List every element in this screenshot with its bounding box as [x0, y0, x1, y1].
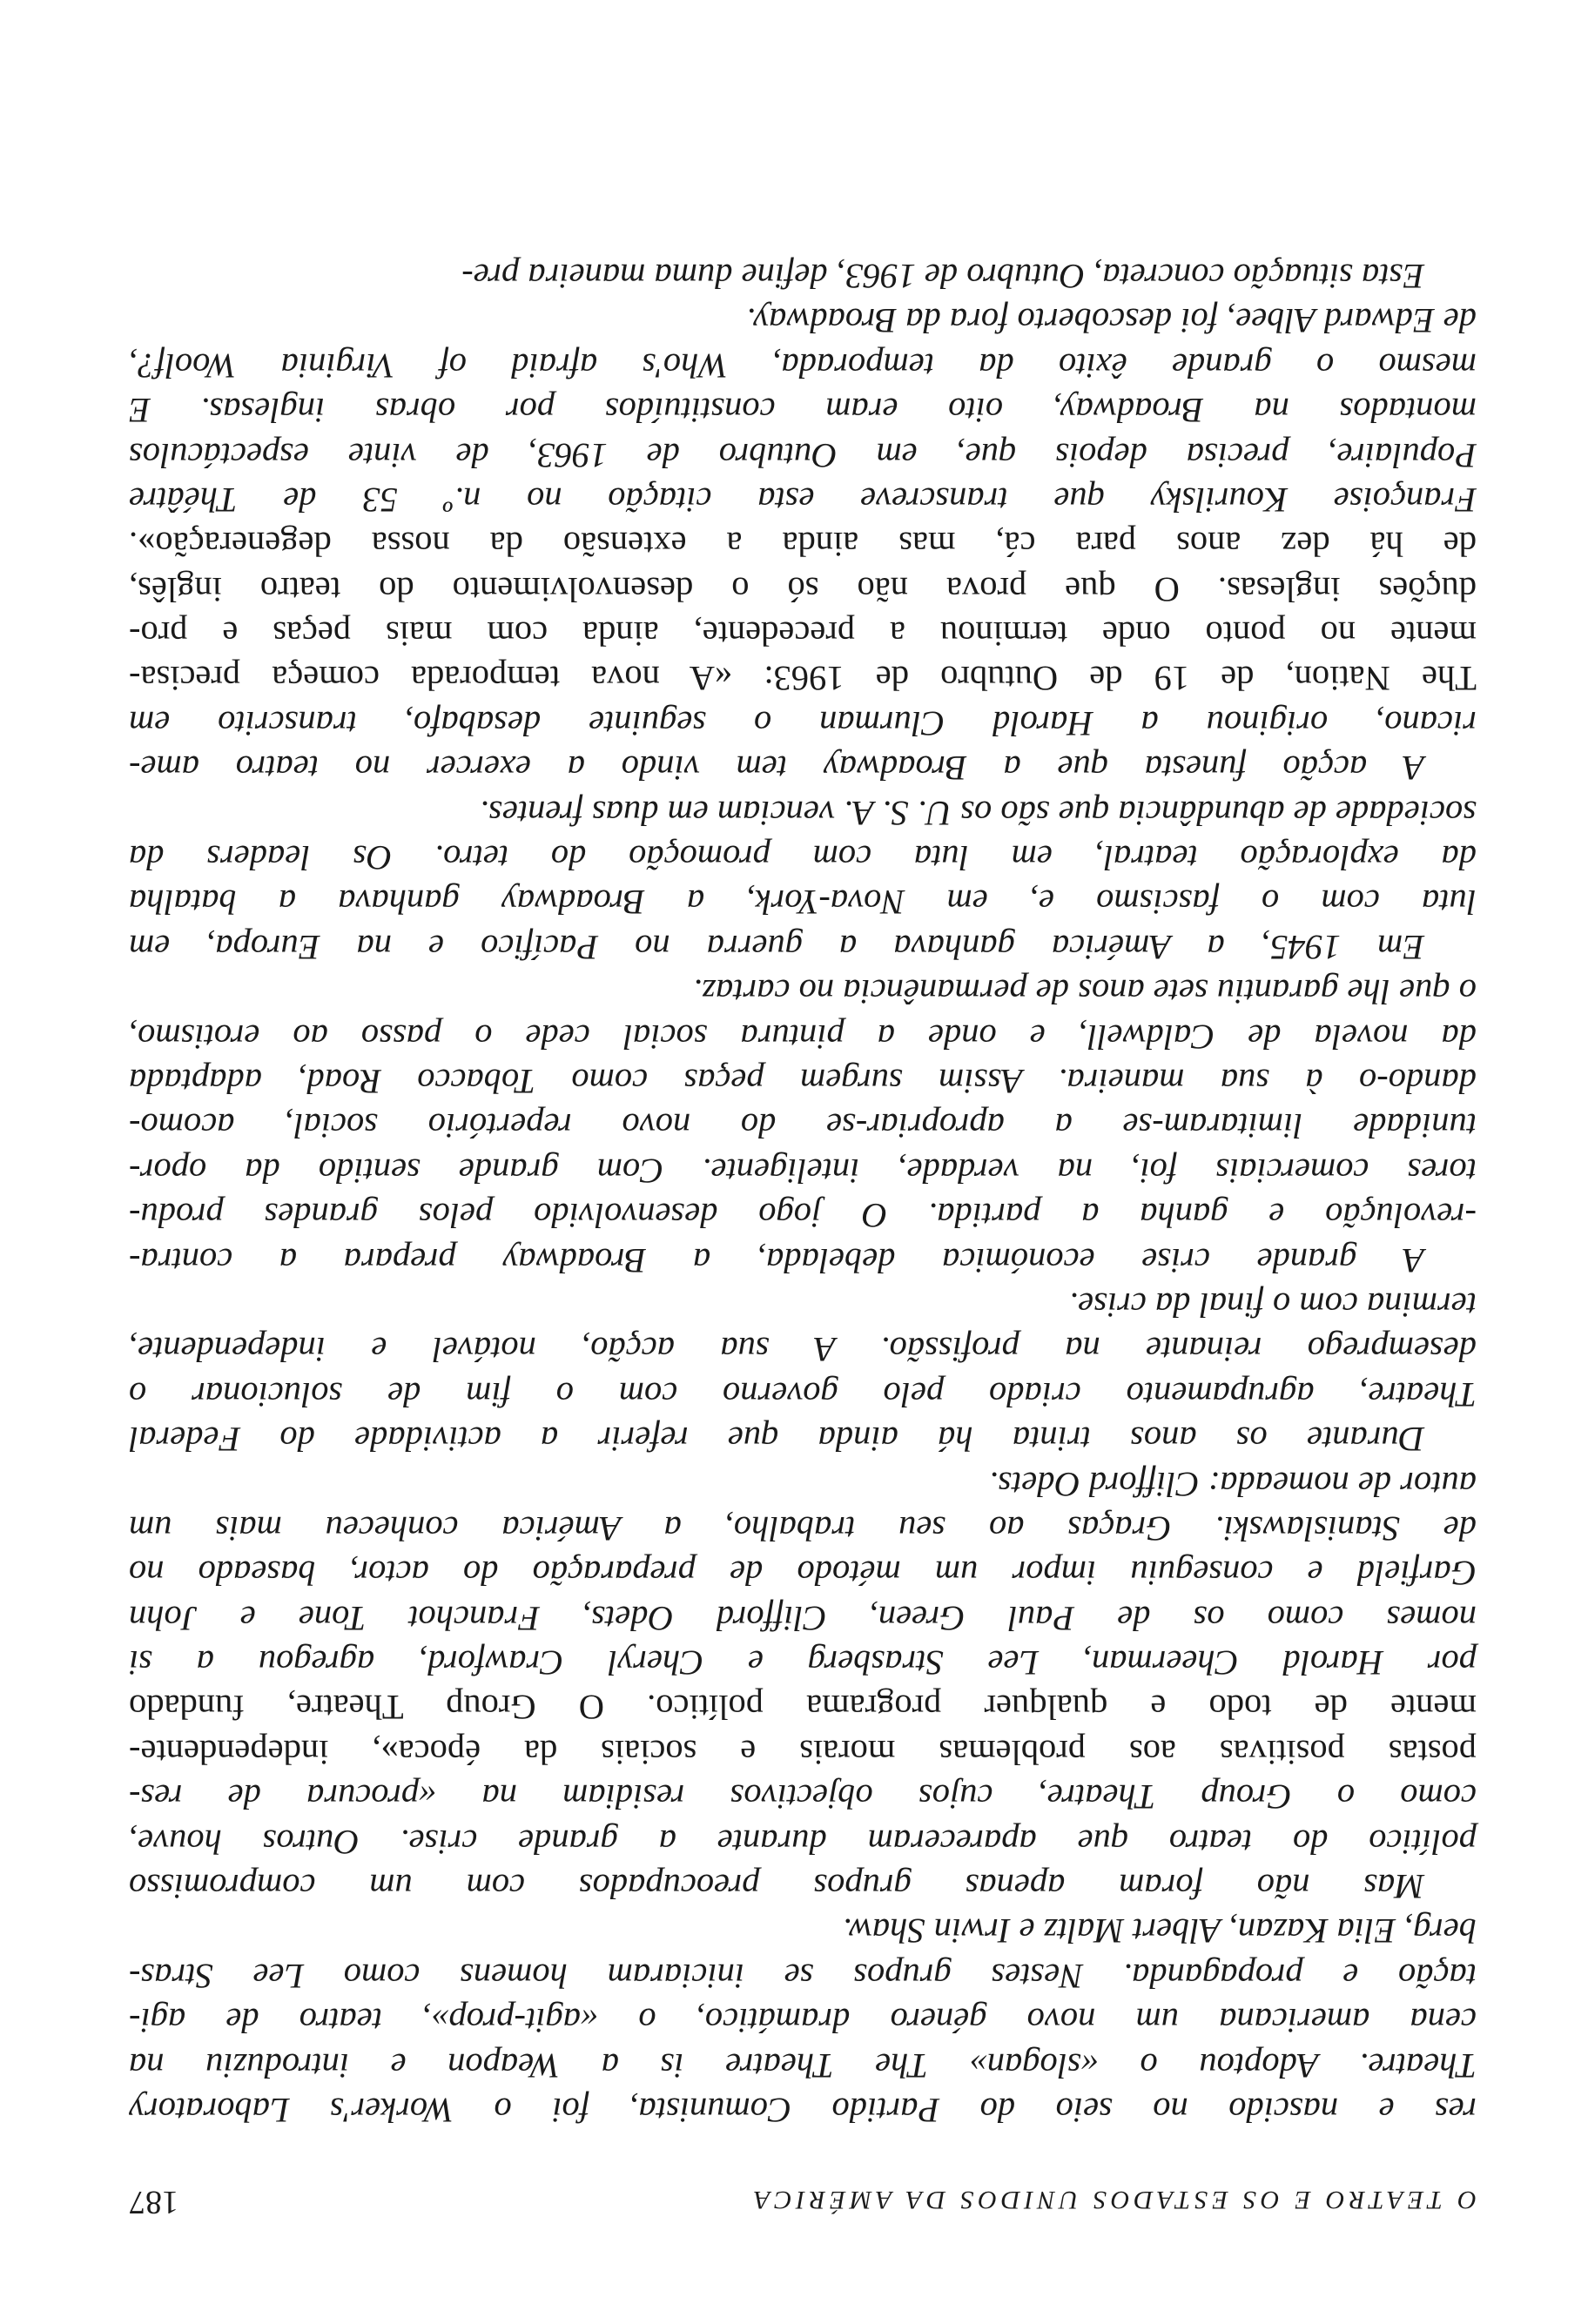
page-number: 187 [129, 2184, 178, 2220]
paragraph [129, 1909, 1477, 2133]
text-line: Em 1945, a América ganhava a guerra no Pacífico e na Europa, em [129, 927, 1424, 967]
text-line: -revolução e ganha a partida. O jogo desenvolvido pelos grandes produ- [129, 1196, 1477, 1236]
text-line: autor de nomeada: Clifford Odets. [989, 1464, 1477, 1504]
text-line: sociedade de abundância que são os U. S. A. venciam em duas frentes. [479, 793, 1477, 833]
text-line: res e nascido no seio do Partido Comunista, foi o Worker's Laboratory [129, 2091, 1477, 2130]
text-line: mesmo o grande êxito da temporada, Who's afraid of Virginia Woolf?, [129, 346, 1477, 386]
text-line: como o Group Theatre, cujos objectivos residiam na «procura de res- [129, 1777, 1477, 1817]
paragraph [129, 299, 1477, 790]
text-line: mente de todo e qualquer programa político. O Group Theatre, fundado [129, 1688, 1477, 1728]
text-line: Theatre. Adoptou o «slogan» The Theatre is a Weapon e introduziu na [129, 2045, 1477, 2086]
text-line: Esta situação concreta, Outubro de 1963, define duma maneira pre- [461, 256, 1424, 296]
text-line: postas positivas aos problemas morais e sociais da época», independente- [129, 1732, 1477, 1772]
body-text [129, 254, 1477, 2133]
text-line: dando-o à sua maneira. Assim surgem peças como Tobacco Road, adaptada [129, 1062, 1477, 1102]
text-line: de Edward Albee, foi descoberto fora da Broadway. [746, 301, 1477, 341]
text-line: A grande crise económica debelada, a Broadway prepara a contra- [129, 1240, 1424, 1280]
page-header [129, 2183, 1477, 2221]
text-line: mente no ponto onde terminou a precedente, ainda com mais peças e pro- [129, 615, 1477, 655]
text-line: de há dez anos para cá, mas ainda a extensão da nossa degeneração». [129, 525, 1477, 565]
text-line: berg, Elia Kazan, Albert Maltz e Irwin Shaw. [842, 1911, 1477, 1951]
paragraph [129, 1461, 1477, 1909]
text-line: Françoise Kourilsky que transcreve esta citação no n.º 53 de Théâtre [129, 480, 1477, 520]
text-line: por Harold Cheerman, Lee Strasberg e Cheryl Crawford, agregou a si [129, 1643, 1477, 1683]
text-line: Theatre, agrupamento criado pelo governo com o fim de solucionar o [129, 1374, 1477, 1414]
text-line: nomes como os de Paul Green, Clifford Odets, Franchot Tone e John [129, 1598, 1477, 1638]
text-line: luta com o fascismo e, em Nova-York, a Broadway ganhava a batalha [129, 883, 1477, 923]
text-line: da exploração teatral, em luta com promoção do tetro. Os leaders da [129, 838, 1477, 878]
text-line: The Nation, de 19 de Outubro de 1963: «A nova temporada começa precisa- [129, 659, 1477, 699]
text-line: tação e propaganda. Nestes grupos se iniciaram homens como Lee Stras- [129, 1956, 1477, 1996]
text-line: cena americana um novo género dramático, o «agit-prop», teatro de agi- [129, 2001, 1477, 2041]
text-line: duções inglesas. O que prova não só o desenvolvimento do teatro inglês, [129, 569, 1477, 609]
text-line: Populaire, precisa depois que, em Outubro de 1963, de vinte espectáculos [129, 435, 1477, 475]
text-line: desemprego reinante na profissão. A sua acção, notável e independente, [129, 1330, 1477, 1370]
running-head: O TEATRO E OS ESTADOS UNIDOS DA AMÉRICA [750, 2186, 1477, 2214]
paragraph [129, 970, 1477, 1283]
paragraph [129, 1283, 1477, 1462]
text-line: Garfield e conseguiu impor um método de preparação do actor, baseado no [129, 1554, 1477, 1594]
text-line: de Stanislawski. Graças ao seu trabalho, a América conheceu mais um [129, 1508, 1477, 1548]
text-line: Mas não foram apenas grupos preocupados com um compromisso [129, 1867, 1424, 1907]
text-line: tunidade limitaram-se a apropriar-se do novo repertório social, acomo- [129, 1106, 1477, 1146]
text-line: montados na Broadway, oito eram constituídos por obras inglesas. E [129, 391, 1477, 431]
paragraph [129, 790, 1477, 970]
text-line: político do teatro que apareceram durante a grande crise. Outros houve, [129, 1822, 1477, 1862]
text-line: tores comerciais foi, na verdade, inteligente. Com grande sentido da opor- [129, 1151, 1477, 1191]
text-line: o que lhe garantiu sete anos de permanência no cartaz. [693, 972, 1477, 1012]
text-line: ricano, originou a Harold Clurman o seguinte desabafo, transcrito em [129, 703, 1477, 743]
text-line: Durante os anos trinta há ainda que referir a actividade do Federal [129, 1420, 1424, 1460]
text-line: A acção funesta que a Broadway tem vindo a exercer no teatro ame- [129, 749, 1424, 789]
text-line: da novela de Caldwell, e onde a pintura social cede o passo ao erotismo, [129, 1017, 1477, 1057]
text-line: termina com o final da crise. [1069, 1285, 1477, 1325]
paragraph [129, 254, 1477, 299]
